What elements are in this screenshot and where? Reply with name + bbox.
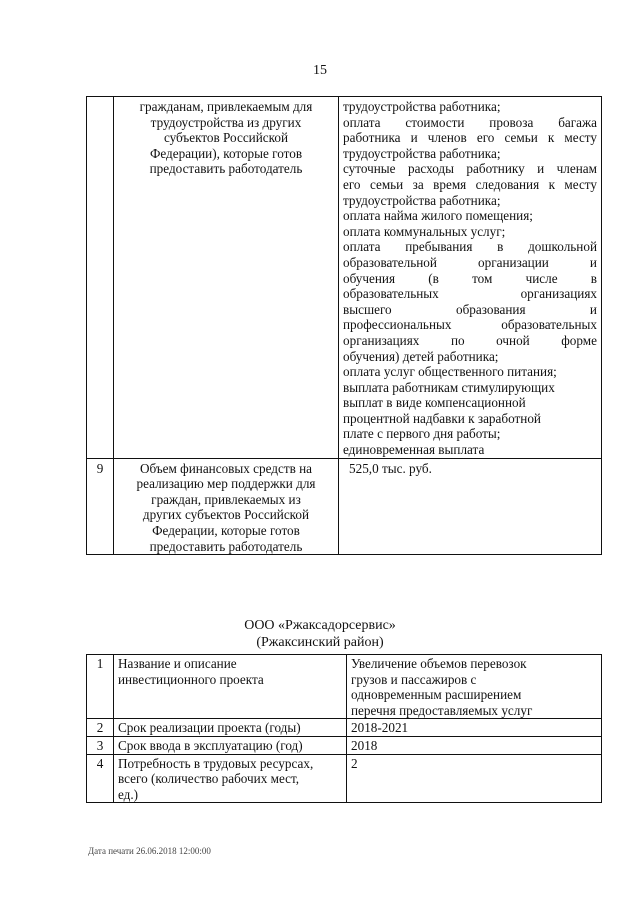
row-value-line: 2018-2021 [351,720,409,736]
page-number: 15 [313,63,327,78]
row-name-line: реализацию мер поддержки для [136,476,316,492]
row-name-line: предоставить работодатель [149,538,303,554]
row-value-line: выплата работникам стимулирующих [343,379,555,395]
row-value-line: профессиональных образовательных [343,317,597,333]
row-value-text: 525,0 тыс. руб. [349,460,432,476]
row-number: 2 [87,719,114,737]
row-number: 1 [87,655,114,719]
row-value-line: грузов и пассажиров с [351,671,477,687]
row-name-line: субъектов Российской [163,130,289,146]
row-name-line: других субъектов Российской [142,507,310,523]
table-row-continuation [87,97,602,459]
row-name [114,719,347,737]
row-value [339,97,602,459]
row-value-line: оплата найма жилого помещения; [343,208,533,224]
measures-table [86,96,602,555]
row-name [114,736,347,754]
row-value-line: единовременная выплата [343,442,485,458]
row-name-line: ед.) [118,786,139,802]
organization-name: ООО «Ржаксадорсервис» [244,618,396,633]
row-name-line: Срок реализации проекта (годы) [118,720,301,736]
row-name-line: всего (количество рабочих мест, [118,771,300,787]
row-name-line: Федерации), которые готов [149,145,303,161]
row-name [114,458,339,555]
print-date: Дата печати 26.06.2018 12:00:00 [88,846,211,856]
row-value-line: суточные расходы работнику и членам [343,161,597,177]
table-row [87,655,602,719]
row-value [339,458,602,555]
project-table [86,654,602,803]
row-value-line: 2018 [351,737,378,753]
row-value-line: перечня предоставляемых услуг [351,702,533,718]
row-name [114,97,339,459]
row-name-line: трудоустройства из других [150,114,302,130]
table-row-9 [87,458,602,555]
row-value-line: оплата пребывания в дошкольной [343,239,597,255]
row-name-line: граждан, привлекаемых из [151,491,301,507]
row-value-line: 2 [351,755,358,771]
row-number [87,97,114,459]
row-value [347,719,602,737]
row-value-line: трудоустройства работника; [343,192,501,208]
row-name-line: инвестиционного проекта [118,671,264,687]
row-name [114,655,347,719]
row-value-line: образовательной организации и [343,254,597,270]
table-row [87,736,602,754]
row-name [114,754,347,803]
organization-district: (Ржаксинский район) [256,635,384,650]
row-value-line: оплата услуг общественного питания; [343,364,557,380]
row-value-line: одновременным расширением [351,687,522,703]
row-value-line: процентной надбавки к заработной [343,410,541,426]
row-name-line: Потребность в трудовых ресурсах, [118,755,314,771]
row-name-line: Федерации, которые готов [152,523,300,539]
row-value-line: обучения (в том числе в [343,270,597,286]
row-value-line: образовательных организациях [343,286,597,302]
row-value [347,754,602,803]
row-number: 3 [87,736,114,754]
table-row [87,719,602,737]
row-value-line: выплат в виде компенсационной [343,395,526,411]
row-value-line: трудоустройства работника; [343,99,501,114]
row-value-line: его семьи за время следования к месту [343,176,597,192]
row-value-line: работника и членов его семьи к месту [343,130,597,146]
row-number: 9 [87,458,114,555]
row-value-line: оплата стоимости провоза багажа [343,114,597,130]
row-value-line: Увеличение объемов перевозок [351,656,527,671]
row-number: 4 [87,754,114,803]
row-value-line: обучения) детей работника; [343,348,499,364]
row-value-line: организациях по очной форме [343,332,597,348]
row-name-line: гражданам, привлекаемым для [139,99,313,114]
row-name-line: Объем финансовых средств на [139,460,313,476]
row-value-line: оплата коммунальных услуг; [343,223,506,239]
row-name-line: Название и описание [118,656,237,671]
row-name-line: Срок ввода в эксплуатацию (год) [118,737,303,753]
row-name-line: предоставить работодатель [149,161,303,177]
row-value-line: трудоустройства работника; [343,145,501,161]
row-value [347,655,602,719]
row-value-line: плате с первого дня работы; [343,426,501,442]
organization-heading [0,617,640,651]
row-value-line: высшего образования и [343,301,597,317]
row-value [347,736,602,754]
table-row [87,754,602,803]
